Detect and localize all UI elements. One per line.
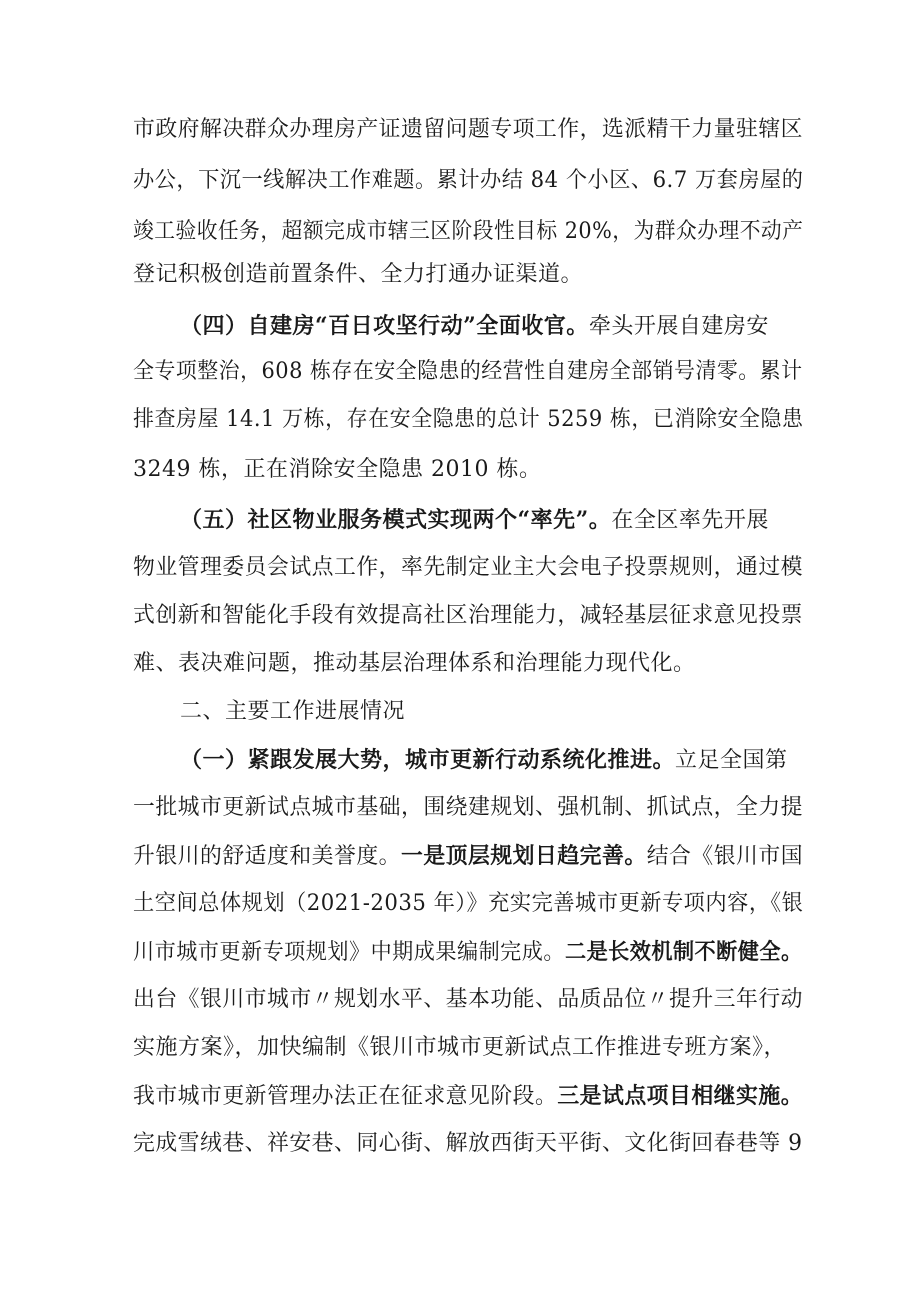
text-run: 难、表决难问题，推动基层治理体系和治理能力现代化。 [133,651,696,676]
paragraph-line [133,260,803,290]
paragraph-line [133,841,804,872]
text-run: 完成雪绒巷、祥安巷、同心街、解放西街天平街、文化街回春巷等 9 [133,1131,803,1156]
paragraph-line [133,357,803,387]
paragraph-line [133,455,803,485]
text-run: 排查房屋 14.1 万栋，存在安全隐患的总计 5259 栋，已消除安全隐患 [133,407,804,432]
bold-run: 三是试点项目相继实施。 [557,1083,804,1109]
text-run: 升银川的舒适度和美誉度。 [133,844,402,869]
text-run: 一批城市更新试点城市基础，围绕建规划、强机制、抓试点，全力提 [133,795,804,820]
text-run: 物业管理委员会试点工作，率先制定业主大会电子投票规则，通过模 [133,555,804,580]
paragraph-line [133,937,803,968]
text-run: 结合《银川市国 [646,844,804,869]
bold-lead: （五）社区物业服务模式实现两个“率先”。 [180,507,612,533]
text-run: 办公，下沉一线解决工作难题。累计办结 84 个小区、6.7 万套房屋的 [133,168,804,193]
paragraph-line [133,1129,803,1159]
bold-lead: （四）自建房“百日攻坚行动”全面收官。 [180,313,589,339]
bold-run: 二是长效机制不断健全。 [564,939,803,965]
text-run: 土空间总体规划（2021-2035 年）》充实完善城市更新专项内容，《银 [133,891,804,916]
paragraph-line [133,985,804,1015]
text-run: 出台《银川市城市〃规划水平、基本功能、品质品位〃提升三年行动 [133,987,804,1012]
text-run: 竣工验收任务，超额完成市辖三区阶段性目标 20%，为群众办理不动产 [133,219,804,244]
section-heading [180,697,803,727]
paragraph-line [133,889,804,919]
text-run: 式创新和智能化手段有效提高社区治理能力，减轻基层征求意见投票 [133,603,804,628]
paragraph-line [133,793,804,823]
text-run: 3249 栋，正在消除安全隐患 2010 栋。 [133,457,542,482]
paragraph-line [133,217,804,247]
text-run: 立足全国第 [675,748,788,773]
paragraph-line [133,405,804,435]
text-run: 在全区率先开展 [611,508,769,533]
paragraph-line [133,553,804,583]
paragraph-line [180,745,803,776]
bold-lead: （一）紧跟发展大势，城市更新行动系统化推进。 [180,747,676,773]
paragraph-line [133,1081,804,1112]
heading-text: 二、主要工作进展情况 [180,699,406,724]
paragraph-line [133,601,804,631]
text-run: 川市城市更新专项规划》中期成果编制完成。 [133,940,565,965]
paragraph-line [133,649,803,679]
text-run: 市政府解决群众办理房产证遗留问题专项工作，选派精干力量驻辖区 [133,117,804,142]
text-run: 牵头开展自建房安 [588,314,769,339]
bold-run: 一是顶层规划日趋完善。 [401,843,647,869]
paragraph-line [133,1033,803,1063]
paragraph-line [180,505,803,536]
text-run: 我市城市更新管理办法正在征求意见阶段。 [133,1084,558,1109]
paragraph-line [180,311,803,342]
paragraph-line [133,166,804,196]
text-run: 登记积极创造前置条件、全力打通办证渠道。 [133,262,584,287]
text-run: 全专项整治，608 栋存在安全隐患的经营性自建房全部销号清零。累计 [133,359,803,384]
paragraph-line [133,115,804,145]
text-run: 实施方案》，加快编制《银川市城市更新试点工作推进专班方案》， [133,1035,787,1060]
